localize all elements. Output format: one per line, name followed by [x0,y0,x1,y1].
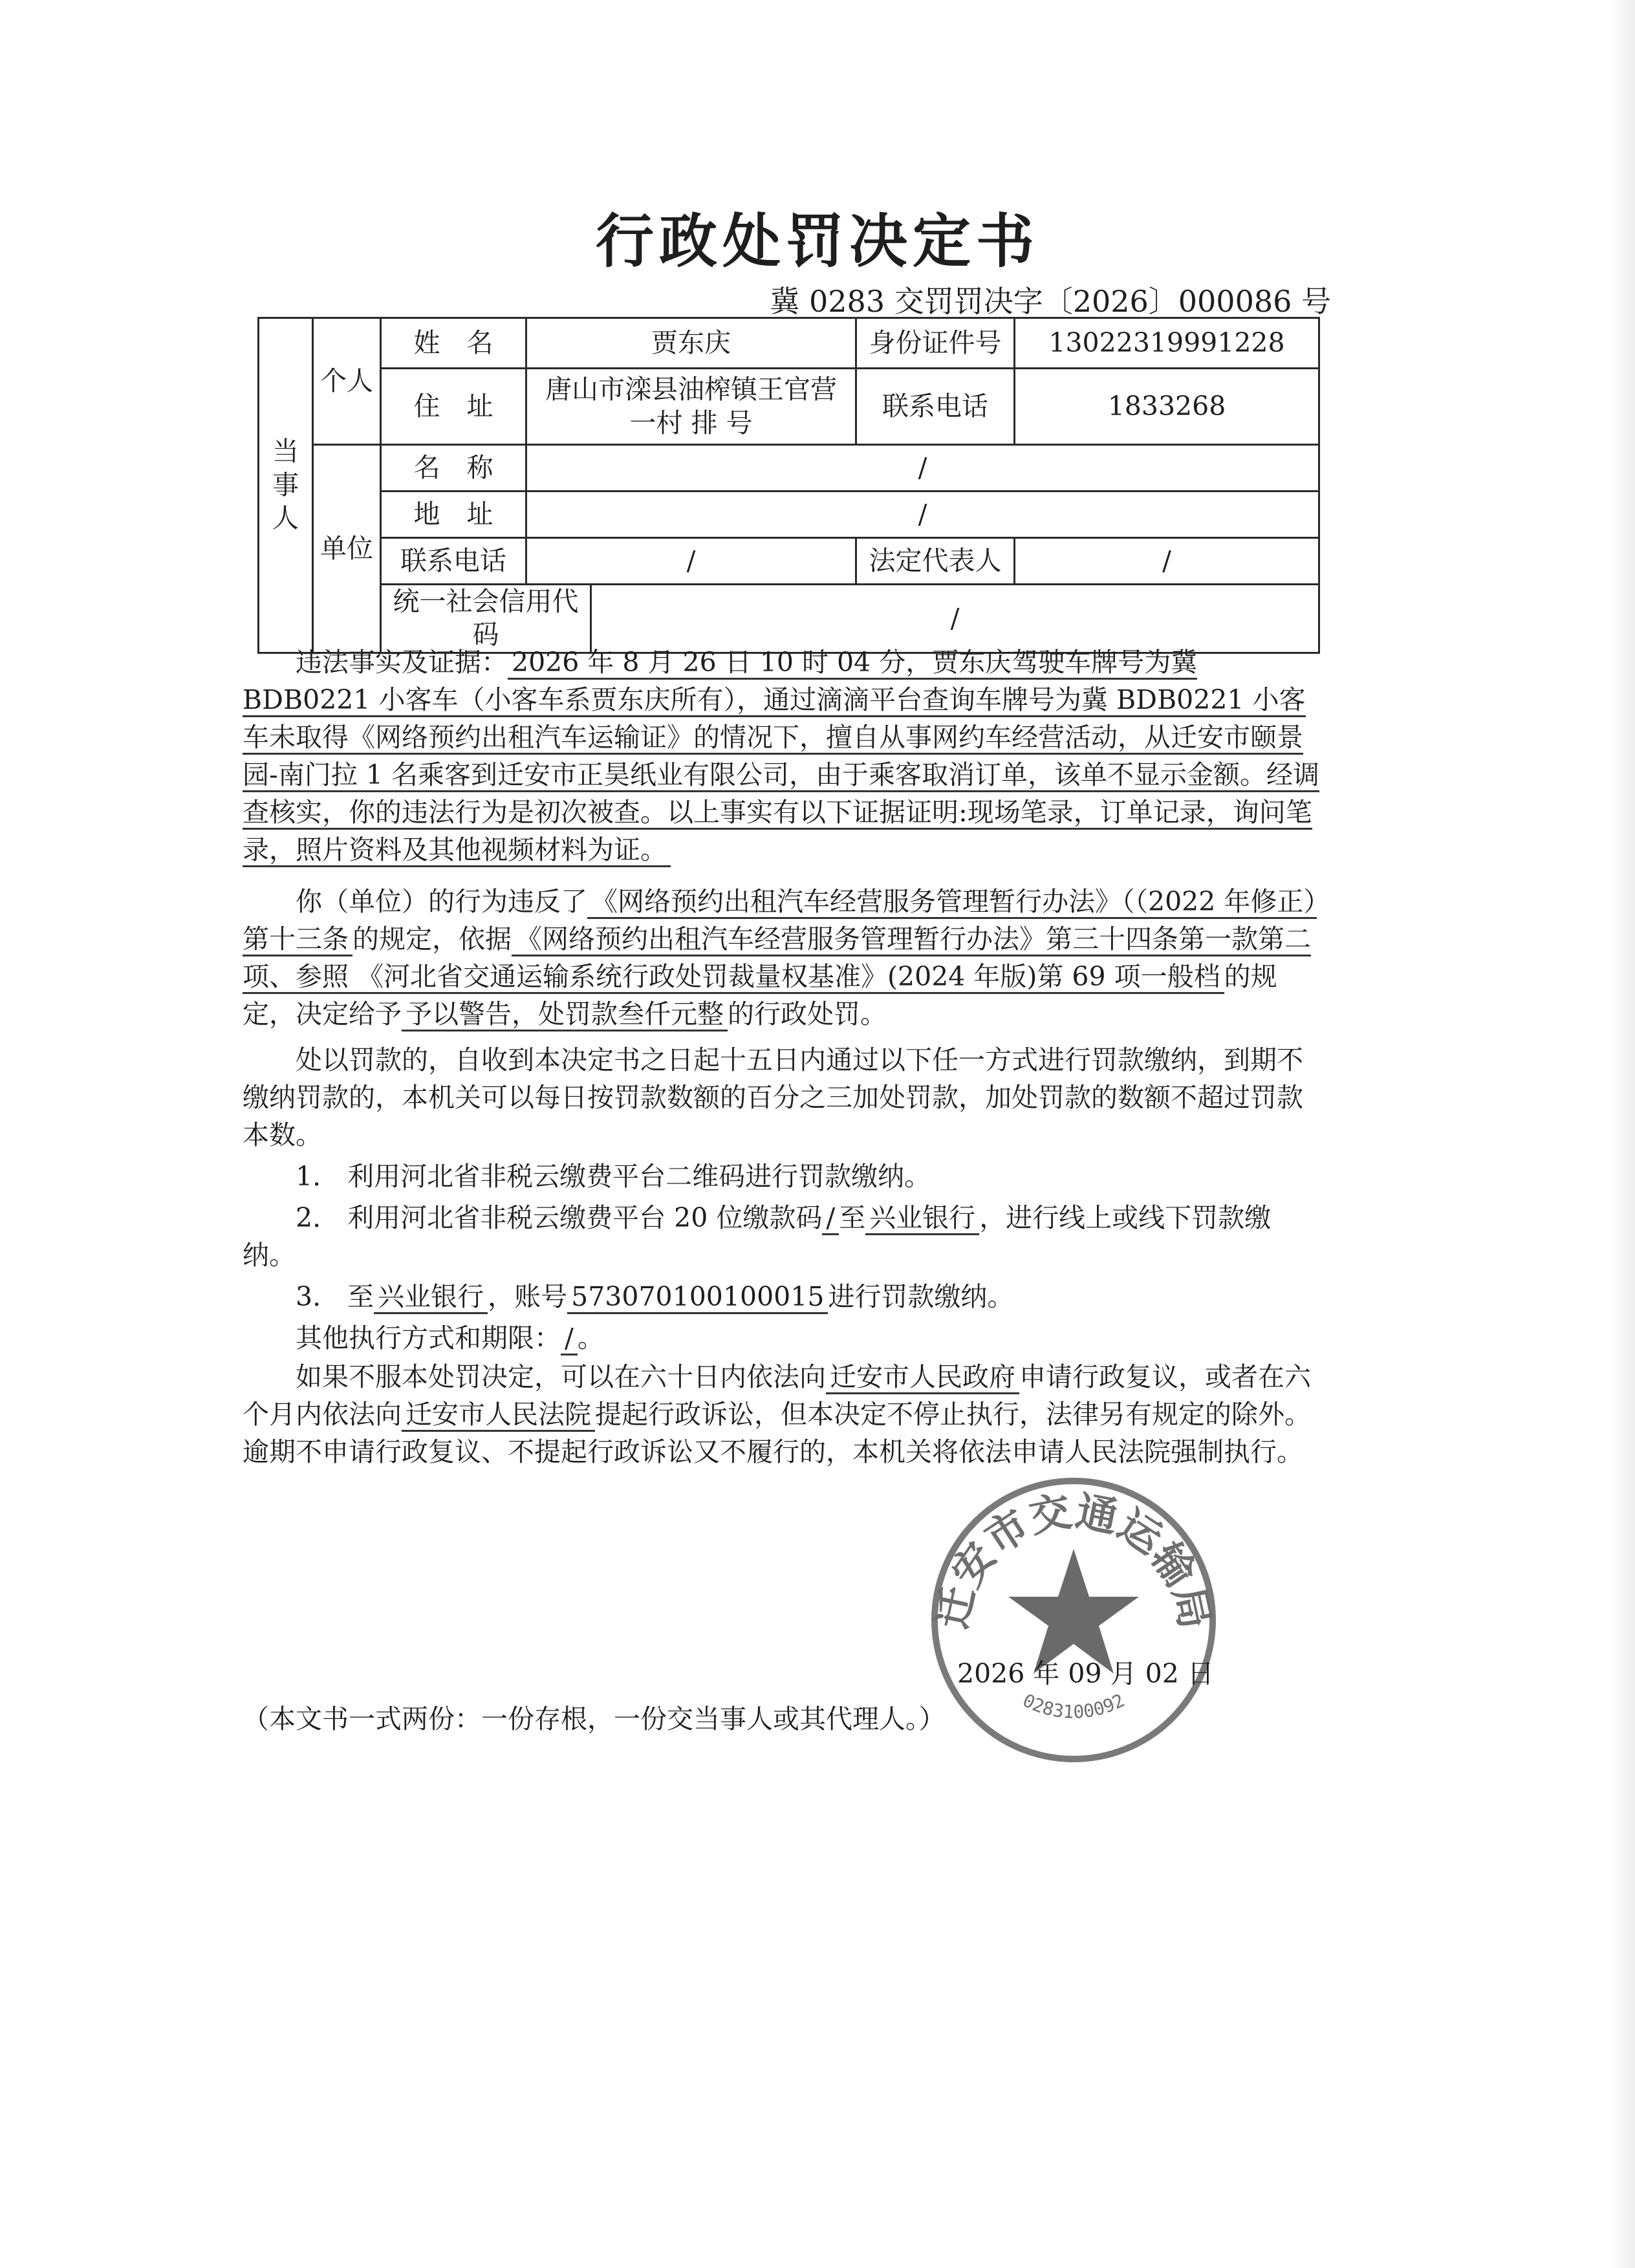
violated-law: 《网络预约出租汽车经营服务管理暂行办法》（（2022 年修正）第十三条 [243,886,1317,956]
legal-basis: 《网络预约出租汽车经营服务管理暂行办法》第三十四条第一款第二项、参照 《河北省交通运输系统行政处罚裁量权基准》(2024 年版)第 69 项一般档 [243,923,1311,994]
payment-item-2-tail: ，进行线上或线下罚款缴纳。 [243,1202,1272,1271]
official-seal-stamp [922,1468,1226,1772]
payment-bank: 兴业银行 [865,1202,979,1235]
other-execution-value: / [561,1323,578,1355]
unit-phone-label: 联系电话 [381,538,526,585]
facts-section [243,643,1323,869]
name-value: 贾东庆 [526,318,856,369]
credit-code-label: 统一社会信用代码 [381,585,591,653]
document-number: 冀 0283 交罚罚决字〔2026〕000086 号 [770,284,1331,319]
facts-text: 2026 年 8 月 26 日 10 时 04 分，贾东庆驾驶车牌号为冀 BDB0221 小客车（小客车系贾东庆所有），通过滴滴平台查询车牌号为冀 BDB0221 小客车未取得《网络预约出租汽车运输证》的情况下，擅自从事网约车经营活动，从迁安市颐景园-南门拉 1 名乘客到迁安市正昊纸业有限公司，由于乘客取消订单，该单不显示金额。经调查核实，你的违法行为是初次被查。以上事实有以下证据证明:现场笔录，订单记录，询问笔录，照片资料及其他视频材料为证。 [243,647,1319,867]
payment-item-1: 1. 利用河北省非税云缴费平台二维码进行罚款缴纳。 [296,1161,931,1192]
unit-name-value: / [526,445,1319,491]
appeal-text-1: 如果不服本处罚决定，可以在六十日内依法向 [296,1361,826,1392]
facts-label: 违法事实及证据： [296,647,508,678]
bank-account-number: 573070100100015 [567,1281,828,1314]
violation-intro: 你（单位）的行为违反了 [296,886,587,917]
appeal-text-3: 提起行政诉讼，但本决定不停止执行，法律另有规定的除外。逾期不申请行政复议、不提起行政诉讼又不履行的，本机关将依法申请人民法院强制执行。 [243,1399,1311,1467]
payment-item-2-text: 2. 利用河北省非税云缴费平台 20 位缴款码 [296,1202,823,1233]
issue-date: 2026 年 09 月 02 日 [957,1658,1214,1689]
payment-item-3 [243,1278,1323,1315]
violation-text-3: 的规定，决定给予 [243,961,1277,1030]
party-group-label: 当事人 [259,318,313,653]
violation-section [243,883,1323,1033]
address-label: 住 址 [381,369,526,445]
individual-label: 个人 [313,318,381,445]
id-label: 身份证件号 [856,318,1015,369]
document-title: 行政处罚决定书 [596,208,1039,275]
appeal-text-2: 申请行政复议，或者在六个月内依法向 [243,1361,1311,1430]
legal-rep-value: / [1015,538,1319,585]
footer-note: （本文书一式两份：一份存根，一份交当事人或其代理人。） [243,1703,946,1734]
payment-item-2-to: 至 [839,1202,866,1233]
unit-phone-value: / [526,538,856,585]
other-execution-tail: 。 [577,1323,604,1354]
payment-section [243,1041,1323,1357]
phone-label: 联系电话 [856,369,1015,445]
payment-item-2 [243,1199,1323,1274]
svg-text:0283100092 [1019,1689,1128,1722]
other-execution-label: 其他执行方式和期限： [296,1323,561,1354]
unit-address-label: 地 址 [381,491,526,538]
other-execution [243,1319,1323,1357]
unit-label: 单位 [313,445,381,653]
violation-text-4: 的行政处罚。 [728,999,887,1030]
payment-item-3-account-label: ，账号 [488,1281,568,1312]
payment-code: / [822,1202,839,1235]
court-name: 迁安市人民法院 [402,1399,595,1432]
seal-code: 0283100092 [1019,1689,1128,1723]
legal-rep-label: 法定代表人 [856,538,1015,585]
penalty-decision: 予以警告，处罚款叁仟元整 [402,999,728,1031]
credit-code-value: / [591,585,1319,653]
address-value: 唐山市滦县油榨镇王官营一村 排 号 [526,369,856,445]
review-body: 迁安市人民政府 [826,1361,1019,1394]
scan-edge [1609,0,1635,2268]
seal-text: 迁安市交通运输局 [928,1487,1219,1633]
payment-intro: 处以罚款的，自收到本决定书之日起十五日内通过以下任一方式进行罚款缴纳，到期不缴纳罚款的，本机关可以每日按罚款数额的百分之三加处罚款，加处罚款的数额不超过罚款本数。 [243,1044,1303,1150]
id-value: 13022319991228 [1015,318,1319,369]
payment-item-3-text: 3. 至 [296,1281,374,1312]
phone-value: 1833268 [1015,369,1319,445]
appeal-section [243,1358,1323,1471]
payment-item-3-bank: 兴业银行 [374,1281,488,1314]
unit-address-value: / [526,491,1319,538]
party-info-table [257,317,1320,654]
violation-text-2: 的规定，依据 [352,923,512,955]
unit-name-label: 名 称 [381,445,526,491]
name-label: 姓 名 [381,318,526,369]
payment-item-3-tail: 进行罚款缴纳。 [828,1281,1014,1312]
